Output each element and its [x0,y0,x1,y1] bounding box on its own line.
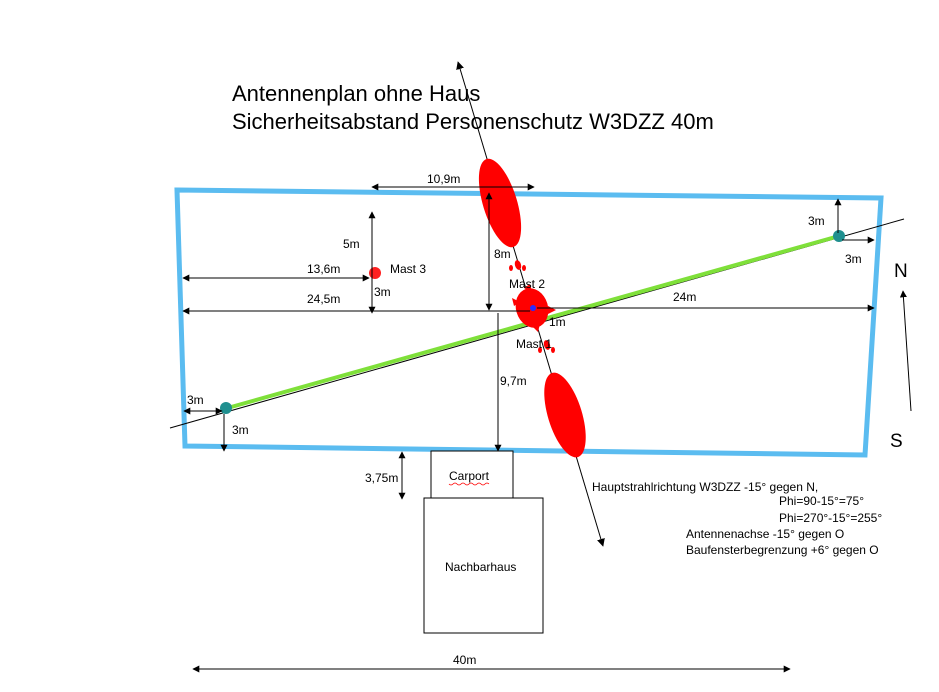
north-arrow [903,291,911,411]
mast2-label: Mast 2 [509,277,546,291]
dim-label-3-left: 3m [187,393,204,407]
mast1-label: Mast 1 [516,337,553,351]
mast3-marker [369,267,381,279]
feedpoint-dot [530,305,536,311]
diagram-title-line1: Antennenplan ohne Haus [232,81,481,106]
radiation-lobe-upper [470,154,529,252]
compass-south-label: S [890,431,903,452]
dim-label-3-mast3: 3m [374,285,391,299]
dim-label-8: 8m [494,247,511,261]
dim-label-24: 24m [673,290,697,304]
dim-label-40: 40m [453,653,477,667]
dim-label-24-5: 24,5m [307,292,341,306]
dim-label-1: 1m [549,315,566,329]
carport-label: Carport [449,469,490,483]
note-building-window: Baufensterbegrenzung +6° gegen O [686,543,879,557]
diagram-title-line2: Sicherheitsabstand Personenschutz W3DZZ 40m [232,109,714,134]
compass-north-label: N [894,261,908,282]
dim-label-10-9: 10,9m [427,172,461,186]
mast3-label: Mast 3 [390,262,427,276]
note-main-beam: Hauptstrahlrichtung W3DZZ -15° gegen N, [592,480,819,494]
dim-label-3-right: 3m [845,252,862,266]
note-phi-255: Phi=270°-15°=255° [779,511,883,525]
note-antenna-axis: Antennenachse -15° gegen O [686,527,845,541]
note-phi-75: Phi=90-15°=75° [779,494,864,508]
dim-label-13-6: 13,6m [307,262,341,276]
dim-label-9-7: 9,7m [500,374,527,388]
dim-label-5: 5m [343,237,360,251]
dim-label-3-75: 3,75m [365,471,399,485]
dim-label-3-bottom: 3m [232,423,249,437]
radiation-lobe-lower [536,368,594,462]
dim-label-3-top: 3m [808,214,825,228]
end-insulator-left [220,402,232,414]
neighbor-house-label: Nachbarhaus [445,560,517,574]
